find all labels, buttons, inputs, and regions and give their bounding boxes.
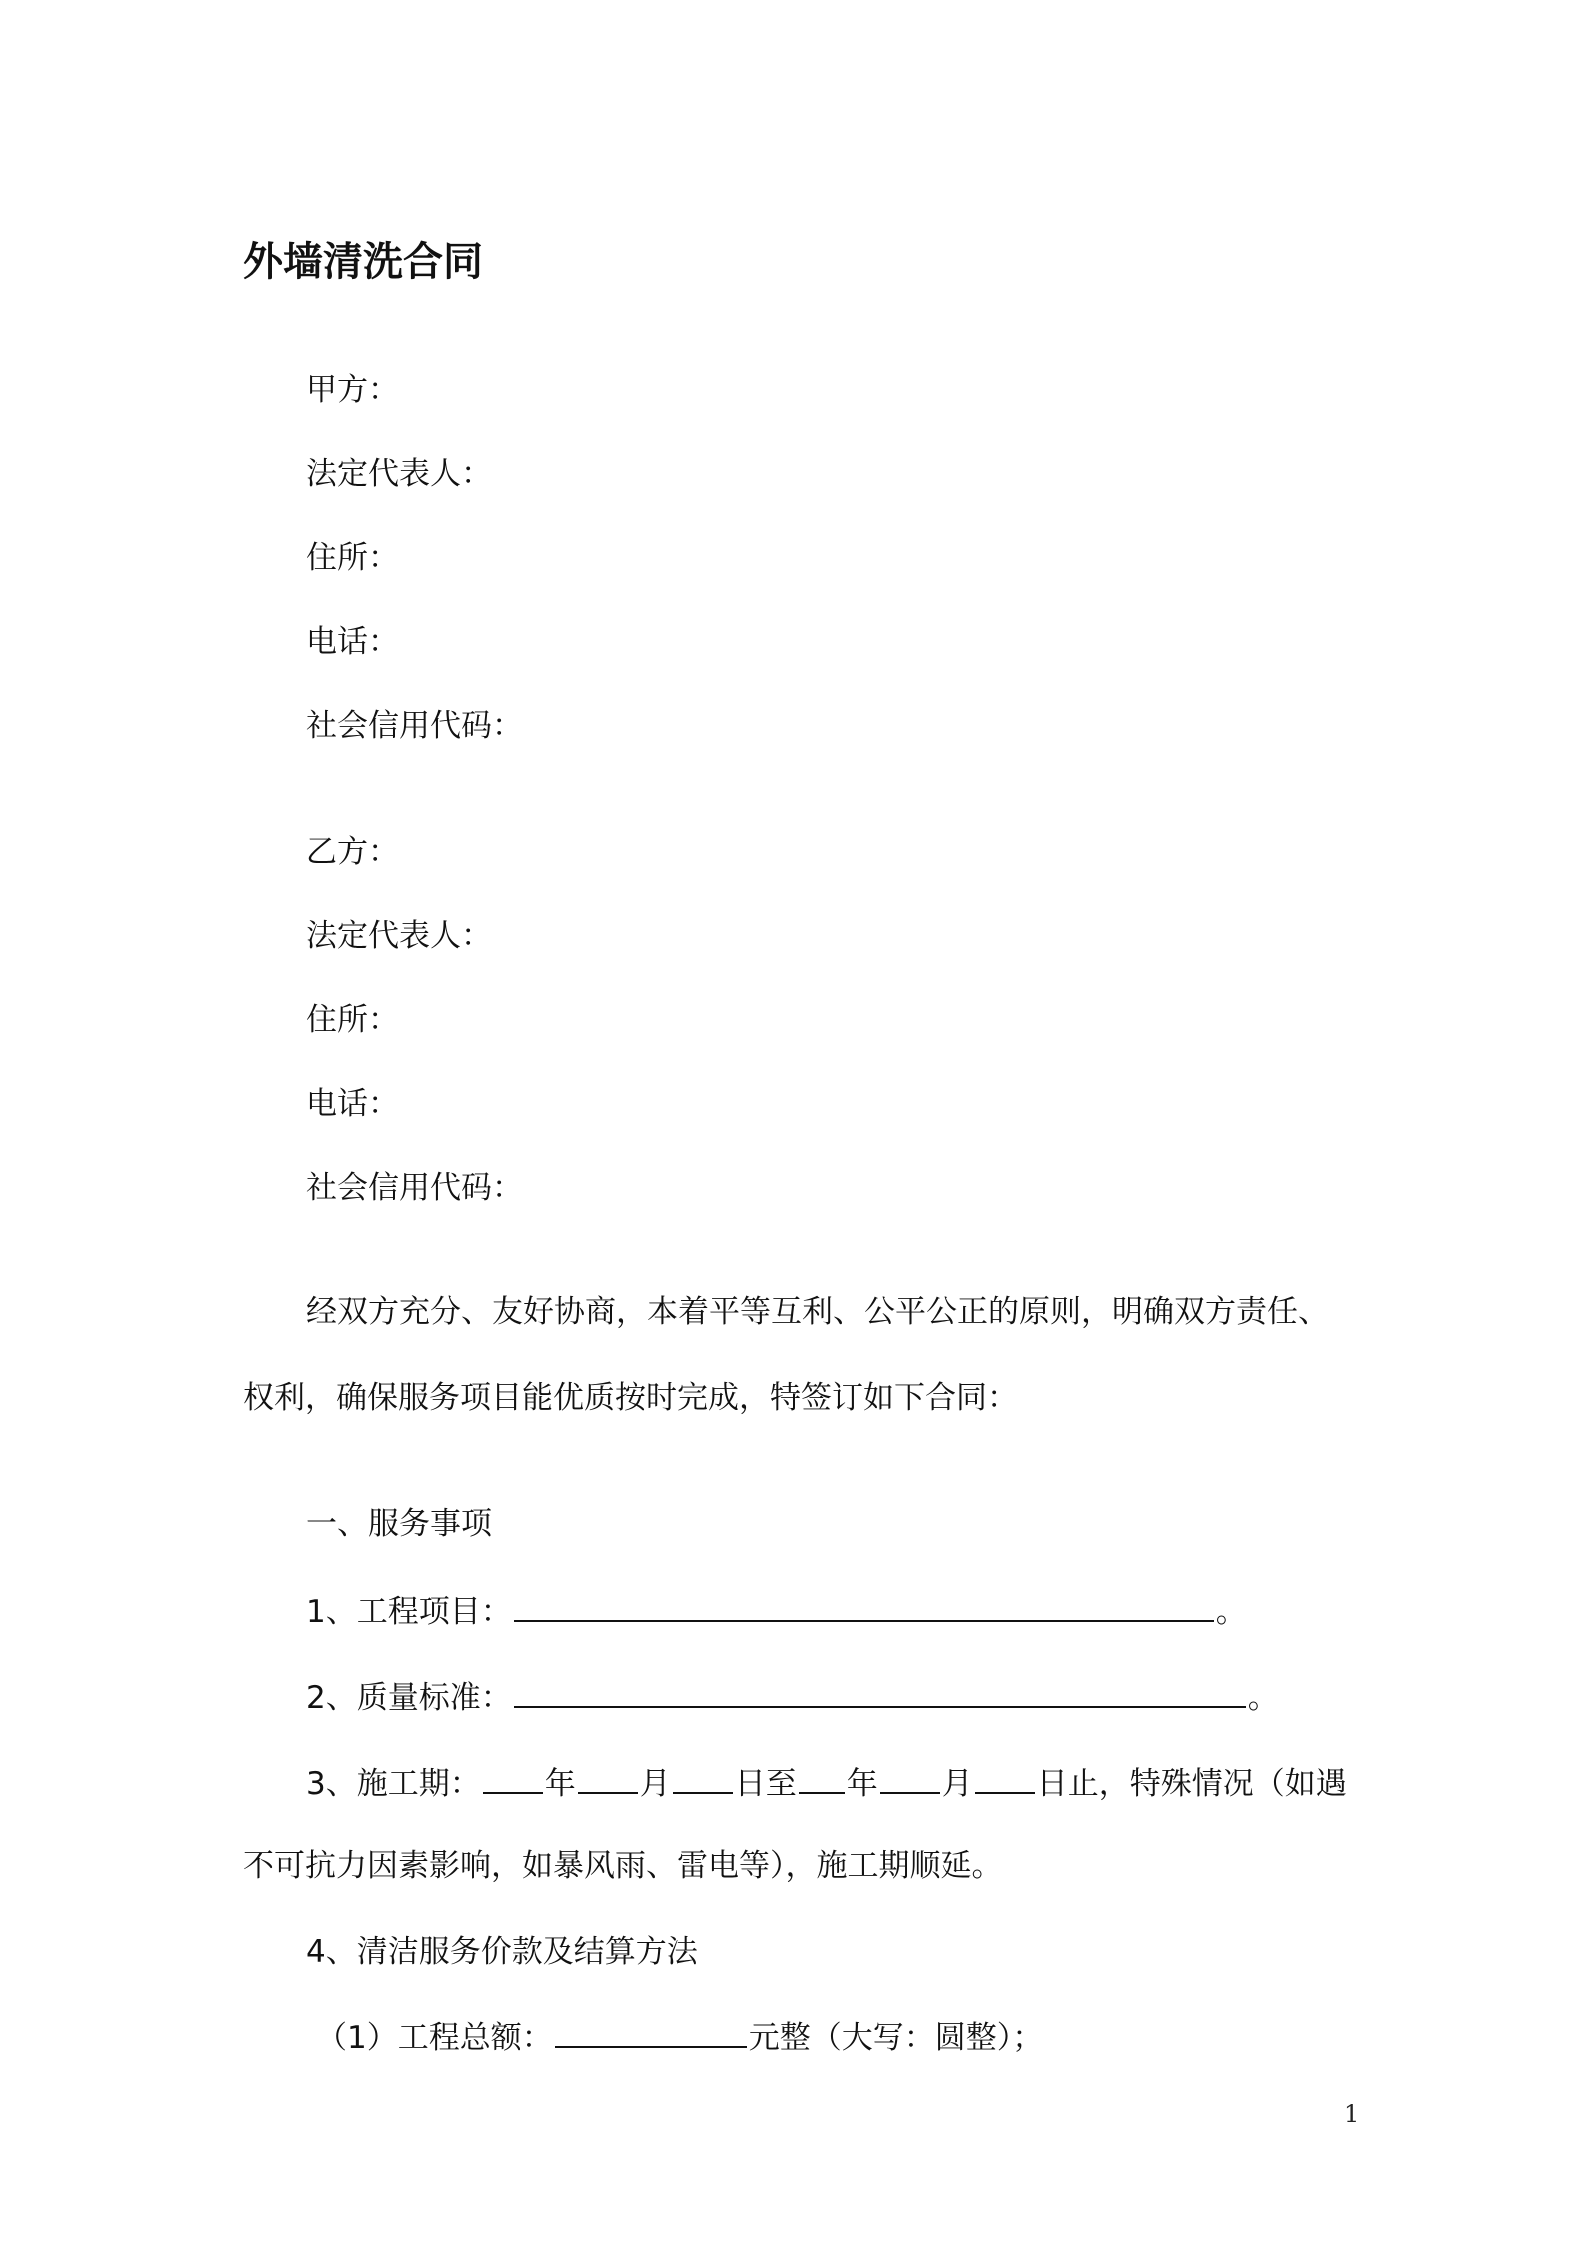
quality-blank-field[interactable] [514,1676,1246,1708]
year-text: 年 [544,1766,576,1802]
party-a-legal-rep: 法定代表人： [306,456,492,492]
document-title: 外墙清洗合同 [243,239,483,285]
party-a-address: 住所： [306,540,399,576]
party-b-legal-rep: 法定代表人： [306,918,492,954]
item-price-heading: 4、清洁服务价款及结算方法 [306,1934,698,1970]
project-blank-field[interactable] [514,1590,1214,1622]
item-total-suffix: 元整（大写：圆整）； [748,2020,1044,2056]
item-project [306,1590,1247,1632]
party-b-credit-code: 社会信用代码： [306,1170,523,1206]
item-period [306,1762,1347,1804]
intro-paragraph-line1: 经双方充分、友好协商，本着平等互利、公平公正的原则，明确双方责任、 [306,1294,1329,1330]
item-project-label: 1、工程项目： [306,1594,512,1630]
end-month-blank[interactable] [880,1762,940,1794]
item-total-amount [316,2016,1043,2058]
start-year-blank[interactable] [483,1762,543,1794]
year-text: 年 [846,1766,878,1802]
end-day-blank[interactable] [975,1762,1035,1794]
month-text: 月 [639,1766,671,1802]
item-quality [306,1676,1279,1718]
party-a-label: 甲方： [306,372,399,408]
start-month-blank[interactable] [578,1762,638,1794]
party-b-phone: 电话： [306,1086,399,1122]
item-period-label: 3、施工期： [306,1766,481,1802]
page-number: 1 [1344,2100,1360,2128]
party-b-label: 乙方： [306,834,399,870]
item-project-end: 。 [1215,1594,1247,1630]
party-a-credit-code: 社会信用代码： [306,708,523,744]
day-end-text: 日止，特殊情况（如遇 [1036,1766,1347,1802]
total-amount-blank[interactable] [555,2016,747,2048]
start-day-blank[interactable] [673,1762,733,1794]
month-text: 月 [941,1766,973,1802]
day-to-text: 日至 [734,1766,797,1802]
item-total-label: （1）工程总额： [316,2020,553,2056]
party-a-phone: 电话： [306,624,399,660]
item-quality-label: 2、质量标准： [306,1680,512,1716]
end-year-blank[interactable] [799,1762,845,1794]
intro-paragraph-line2: 权利，确保服务项目能优质按时完成，特签订如下合同： [243,1380,1018,1416]
section-heading: 一、服务事项 [306,1506,492,1542]
party-b-address: 住所： [306,1002,399,1038]
item-period-line2: 不可抗力因素影响，如暴风雨、雷电等），施工期顺延。 [243,1848,1003,1884]
item-quality-end: 。 [1247,1680,1279,1716]
